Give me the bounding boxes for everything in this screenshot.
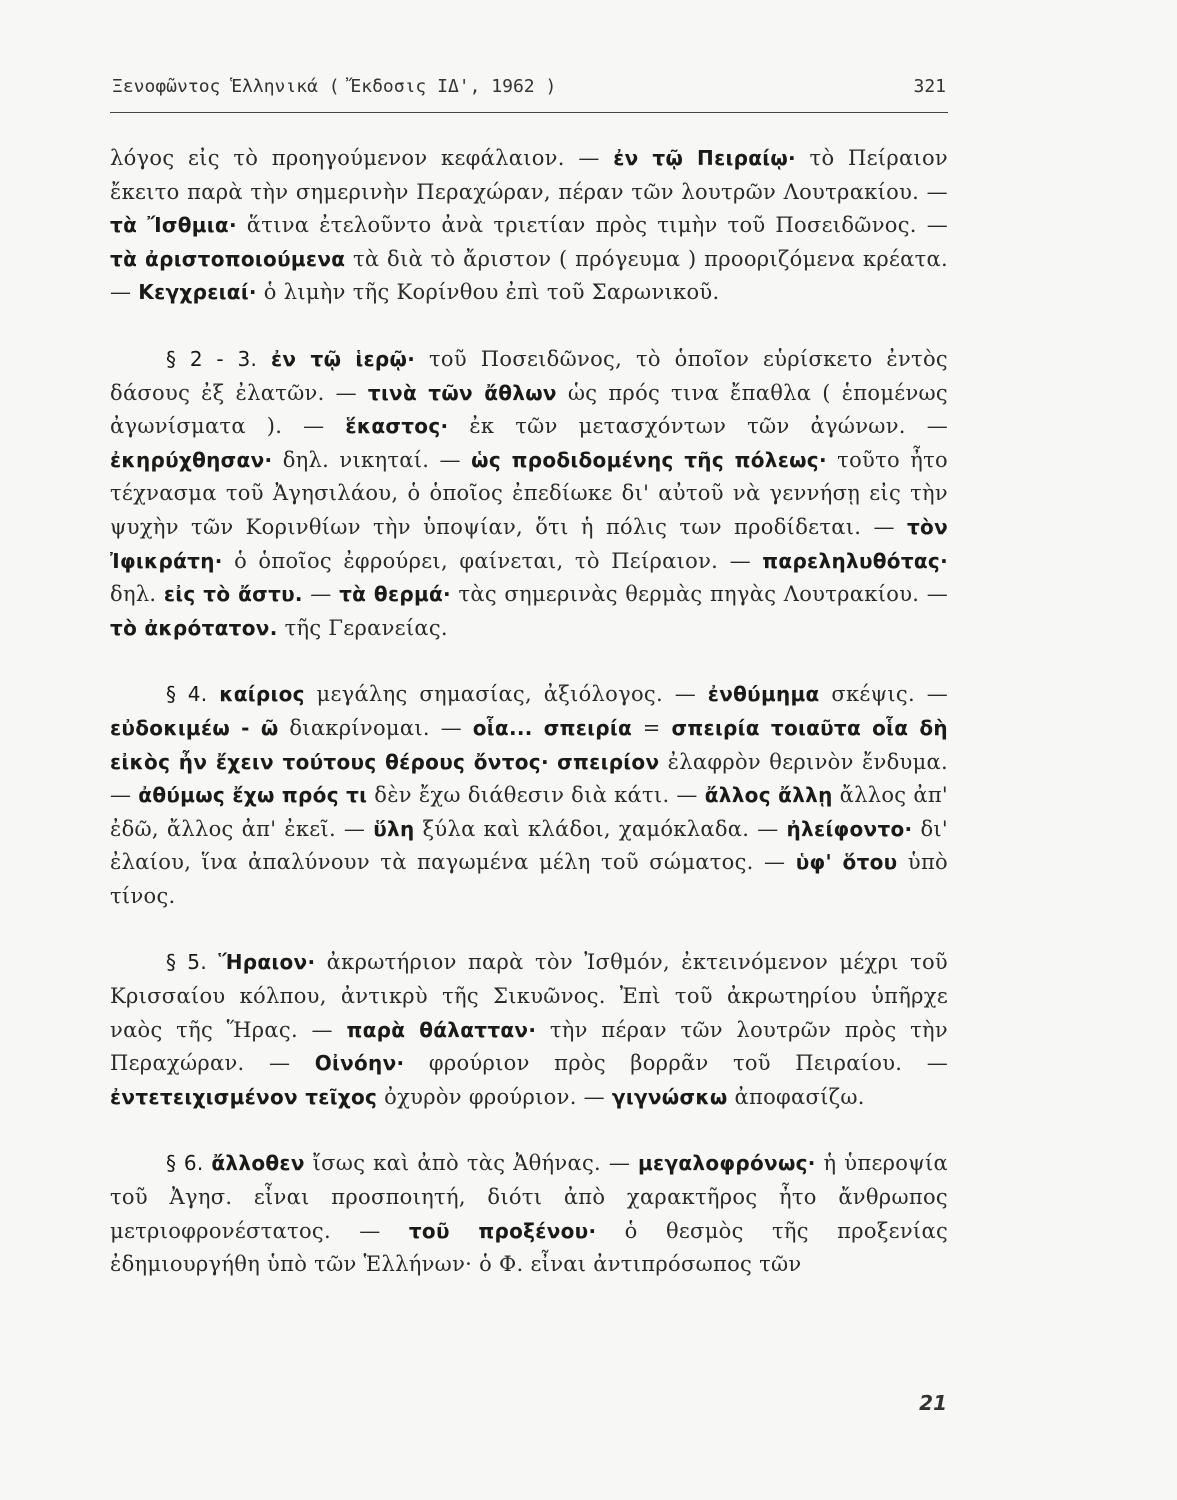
text-run: ὁ ὁποῖος ἐφρούρει, φαίνεται, τὸ Πείραιον. — xyxy=(222,548,763,573)
text-run: ξύλα καὶ κλάδοι, χαμόκλαδα. — xyxy=(414,816,787,841)
lemma: ἄλλοθεν xyxy=(211,1151,305,1176)
text-run: ἅτινα ἐτελοῦντο ἀνὰ τριετίαν πρὸς τιμὴν τοῦ Ποσειδῶνος. — xyxy=(236,213,948,238)
lemma: τὸν Ἰφικράτη· xyxy=(110,514,948,573)
running-header xyxy=(112,76,946,97)
paragraph-section-2-3 xyxy=(110,343,948,645)
paragraph-1 xyxy=(110,142,948,310)
text-run: φρούριον πρὸς βορρᾶν τοῦ Πειραίου. — xyxy=(404,1051,949,1076)
lemma: σπειρία τοιαῦτα οἷα δὴ εἰκὸς ἦν ἔχειν τούτους θέρους ὄντος· xyxy=(110,715,948,774)
lemma: ἐνθύμημα xyxy=(707,682,820,707)
lemma: καίριος xyxy=(219,682,305,707)
lemma: τινὰ τῶν ἄθλων xyxy=(367,380,557,405)
section-marker: § 6. xyxy=(166,1151,204,1176)
lemma: ἐντετειχισμένον τεῖχος xyxy=(110,1084,378,1109)
text-run: δὲν ἔχω διάθεσιν διὰ κάτι. — xyxy=(367,783,705,808)
text-run: τὰς σημερινὰς θερμὰς πηγὰς Λουτρακίου. — xyxy=(450,582,948,607)
lemma: Ἥραιον· xyxy=(218,950,316,975)
text-run: ὁ θεσμὸς τῆς προξενίας ἐδημιουργήθη ὑπὸ τῶν Ἑλλήνων· ὁ Φ. εἶναι ἀντιπρόσωπος τῶν xyxy=(110,1218,949,1277)
paragraph-section-6 xyxy=(110,1147,948,1281)
text-run: ἀκρωτήριον παρὰ τὸν Ἰσθμόν, ἐκτεινόμενον μέχρι τοῦ Κρισσαίου κόλπου, ἀντικρὺ τῆς Σικυῶνος. Ἐπὶ τοῦ ἀκρωτηρίου ὑπῆρχε ναὸς τῆς Ἥρας. — xyxy=(110,950,949,1042)
text-run: ὡς πρός τινα ἔπαθλα ( ἑπομένως ἀγωνίσματα ). — xyxy=(110,380,948,439)
commentary-body xyxy=(110,142,948,1282)
text-run: ὁ λιμὴν τῆς Κορίνθου ἐπὶ τοῦ Σαρωνικοῦ. xyxy=(256,280,720,305)
lemma: τοῦ προξένου· xyxy=(408,1218,597,1243)
lemma: τὰ θερμά· xyxy=(339,582,451,607)
text-run: τὰ διὰ τὸ ἄριστον ( πρόγευμα ) προοριζόμενα κρέατα. — xyxy=(110,246,949,305)
text-run: τοῦ Ποσειδῶνος, τὸ ὁποῖον εὑρίσκετο ἐντὸς δάσους ἐξ ἐλατῶν. — xyxy=(110,346,948,405)
text-run: τοῦτο ἦτο τέχνασμα τοῦ Ἀγησιλάου, ὁ ὁποῖος ἐπεδίωκε δι' αὐτοῦ νὰ γεννήσῃ εἰς τὴν ψυχὴν τῶν Κορινθίων τὴν ὑποψίαν, ὅτι ἡ πόλις των προδίδεται. — xyxy=(110,447,948,539)
text-run: ἴσως καὶ ἀπὸ τὰς Ἀθήνας. — xyxy=(304,1151,639,1176)
text-run: ἐκ τῶν μετασχόντων τῶν ἀγώνων. — xyxy=(448,414,948,439)
lemma: ἀθύμως ἔχω πρός τι xyxy=(138,783,368,808)
lemma: ὡς προδιδομένης τῆς πόλεως· xyxy=(471,447,827,472)
lemma: εὐδοκιμέω - ῶ xyxy=(110,715,279,740)
text-run: σκέψις. — xyxy=(819,682,949,707)
text-run xyxy=(549,750,557,774)
section-marker: § 2 - 3. xyxy=(166,346,258,371)
lemma: τὰ ἀριστοποιούμενα xyxy=(110,246,346,271)
lemma: ἐκηρύχθησαν· xyxy=(110,447,273,472)
lemma: Οἰνόην· xyxy=(314,1051,405,1076)
lemma: ὑφ' ὅτου xyxy=(795,850,898,875)
lemma: εἰς τὸ ἄστυ. xyxy=(163,582,303,607)
paragraph-section-5 xyxy=(110,946,948,1114)
lemma: Κεγχρειαί· xyxy=(138,280,257,305)
text-run: — xyxy=(302,582,340,607)
header-rule xyxy=(110,112,948,113)
text-run: τὸ Πείραιον ἔκειτο παρὰ τὴν σημερινὴν Περαχώραν, πέραν τῶν λουτρῶν Λουτρακίου. — xyxy=(110,146,948,204)
text-run: δηλ. νικηταί. — xyxy=(272,447,472,472)
lemma: τὰ Ἴσθμια· xyxy=(110,213,237,238)
lemma: ἠλείφοντο· xyxy=(786,816,913,841)
text-run: διακρίνομαι. — xyxy=(278,715,473,740)
lemma: ἄλλος ἄλλῃ xyxy=(704,783,833,808)
text-run: δηλ. xyxy=(110,582,164,607)
page-number: 321 xyxy=(913,76,946,97)
text-run: = xyxy=(632,715,672,740)
text-run: ὀχυρὸν φρούριον. — xyxy=(377,1084,612,1109)
section-marker: § 4. xyxy=(166,682,208,707)
text-run: ἐλαφρὸν θερινὸν ἔνδυμα. — xyxy=(110,749,948,808)
text-run: ἄλλος ἀπ' ἐδῶ, ἄλλος ἀπ' ἐκεῖ. — xyxy=(110,783,948,841)
text-run: τῆς Γερανείας. xyxy=(277,615,448,640)
paragraph-section-4 xyxy=(110,678,948,913)
lemma: ἕκαστος· xyxy=(345,414,449,439)
lemma: οἷα... σπειρία xyxy=(472,715,632,740)
lemma: ἐν τῷ ἱερῷ· xyxy=(271,346,416,371)
signature-number: 21 xyxy=(919,1391,947,1415)
text-run: ἡ ὑπεροψία τοῦ Ἀγησ. εἶναι προσποιητή, διότι ἀπὸ χαρακτῆρος ἦτο ἄνθρωπος μετριοφρονέστατος. — xyxy=(110,1151,948,1243)
header-title: Ξενοφῶντος Ἑλληνικά ( Ἔκδοσις ΙΔ', 1962 ) xyxy=(112,76,557,97)
lemma: παρεληλυθότας· xyxy=(762,548,948,573)
text-run: δι' ἐλαίου, ἵνα ἀπαλύνουν τὰ παγωμένα μέλη τοῦ σώματος. — xyxy=(110,816,948,875)
lemma: τὸ ἀκρότατον. xyxy=(110,615,278,640)
section-marker: § 5. xyxy=(166,950,207,975)
text-run: ὑπὸ τίνος. xyxy=(110,850,948,908)
text-run: τὴν πέραν τῶν λουτρῶν πρὸς τὴν Περαχώραν. — xyxy=(110,1017,948,1076)
lemma: παρὰ θάλατταν· xyxy=(346,1017,537,1042)
lemma: ἐν τῷ Πειραίῳ· xyxy=(613,146,796,170)
lemma: σπειρίον xyxy=(557,749,660,774)
lemma: ὕλη xyxy=(373,816,415,841)
text-run: ἀποφασίζω. xyxy=(727,1084,865,1109)
text-run: μεγάλης σημασίας, ἀξιόλογος. — xyxy=(304,682,708,707)
text-run: λόγος εἰς τὸ προηγούμενον κεφάλαιον. — xyxy=(110,146,614,170)
lemma: γιγνώσκω xyxy=(611,1084,728,1109)
lemma: μεγαλοφρόνως· xyxy=(638,1151,816,1176)
